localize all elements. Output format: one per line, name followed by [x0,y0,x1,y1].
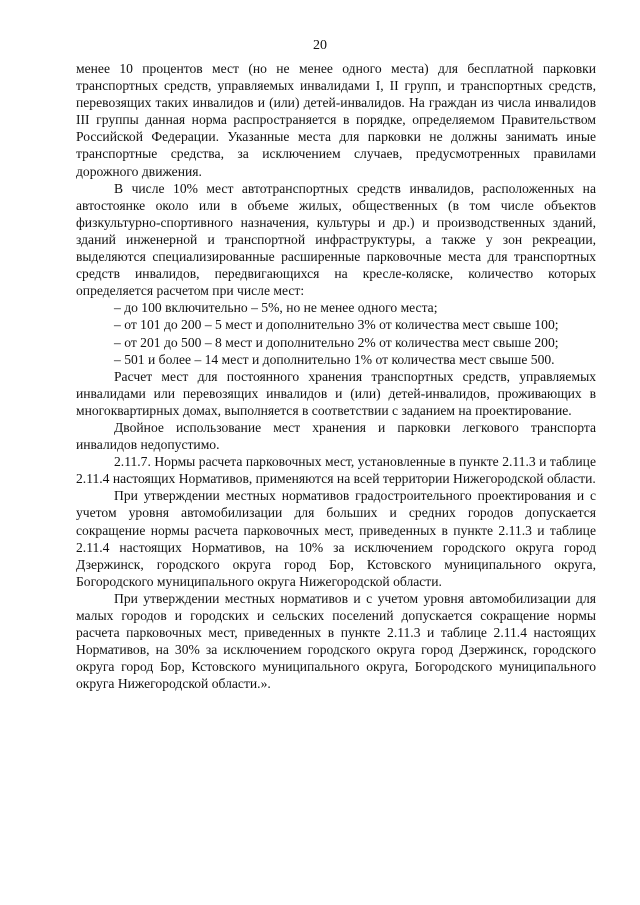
paragraph-small-cities-reduction: При утверждении местных нормативов и с учетом уровня автомобилизации для малых городов и городских и сельских поселений допускается сокращение нормы расчета парковочных мест, приведенных в пункте 2.11.3 и таблице 2.11.4 настоящих Нормативов, на 30% за исключением городского округа город Дзержинск, городского округа город Бор, Кстовского муниципального округа, Богородского муниципального округа Нижегородской области.». [76,590,596,692]
paragraph-section-2-11-7: 2.11.7. Нормы расчета парковочных мест, установленные в пункте 2.11.3 и таблице 2.11.4 настоящих Нормативов, применяются на всей территории Нижегородской области. [76,454,596,487]
paragraph-large-cities-reduction: При утверждении местных нормативов градостроительного проектирования и с учетом уровня автомобилизации для больших и средних городов допускается сокращение нормы расчета парковочных мест, приведенных в пункте 2.11.3 и таблице 2.11.4 настоящих Нормативов, на 10% за исключением городского округа город Дзержинск, городского округа город Бор, Кстовского муниципального округа, Богородского муниципального округа Нижегородской области. [76,488,596,589]
paragraph-double-use: Двойное использование мест хранения и парковки легкового транспорта инвалидов недопустимо. [76,419,596,453]
list-item-501-plus: – 501 и более – 14 мест и дополнительно 1% от количества мест свыше 500. [114,351,555,367]
page-number: 20 [313,38,327,53]
list-item-up-to-100: – до 100 включительно – 5%, но не менее одного места; [114,300,438,316]
document-body [76,60,596,692]
paragraph-permanent-storage: Расчет мест для постоянного хранения транспортных средств, управляемых инвалидами или перевозящих инвалидов и (или) детей-инвалидов, проживающих в многоквартирных домах, выполняется в соответствии с заданием на проектирование. [76,368,596,418]
list-item-101-200: – от 101 до 200 – 5 мест и дополнительно 3% от количества мест свыше 100; [114,317,559,333]
list-item-201-500: – от 201 до 500 – 8 мест и дополнительно 2% от количества мест свыше 200; [114,334,559,350]
paragraph-wheelchair-spaces: В числе 10% мест автотранспортных средств инвалидов, расположенных на автостоянке около или в объеме жилых, общественных (в том числе объектов физкультурно-спортивного назначения, культуры и др.) и производственных зданий, зданий инженерной и транспортной инфраструктуры, а также у зон рекреации, выделяются специализированные расширенные парковочные места для транспортных средств инвалидов, передвигающихся на кресле-коляске, количество которых определяется расчетом при числе мест: [76,180,596,299]
paragraph-parking-quota: менее 10 процентов мест (но не менее одного места) для бесплатной парковки транспортных средств, управляемых инвалидами I, II групп, и транспортных средств, перевозящих таких инвалидов и (или) детей-инвалидов. На граждан из числа инвалидов III группы данная норма распространяется в порядке, определяемом Правительством Российской Федерации. Указанные места для парковки не должны занимать иные транспортные средства, за исключением случаев, предусмотренных правилами дорожного движения. [76,61,596,179]
